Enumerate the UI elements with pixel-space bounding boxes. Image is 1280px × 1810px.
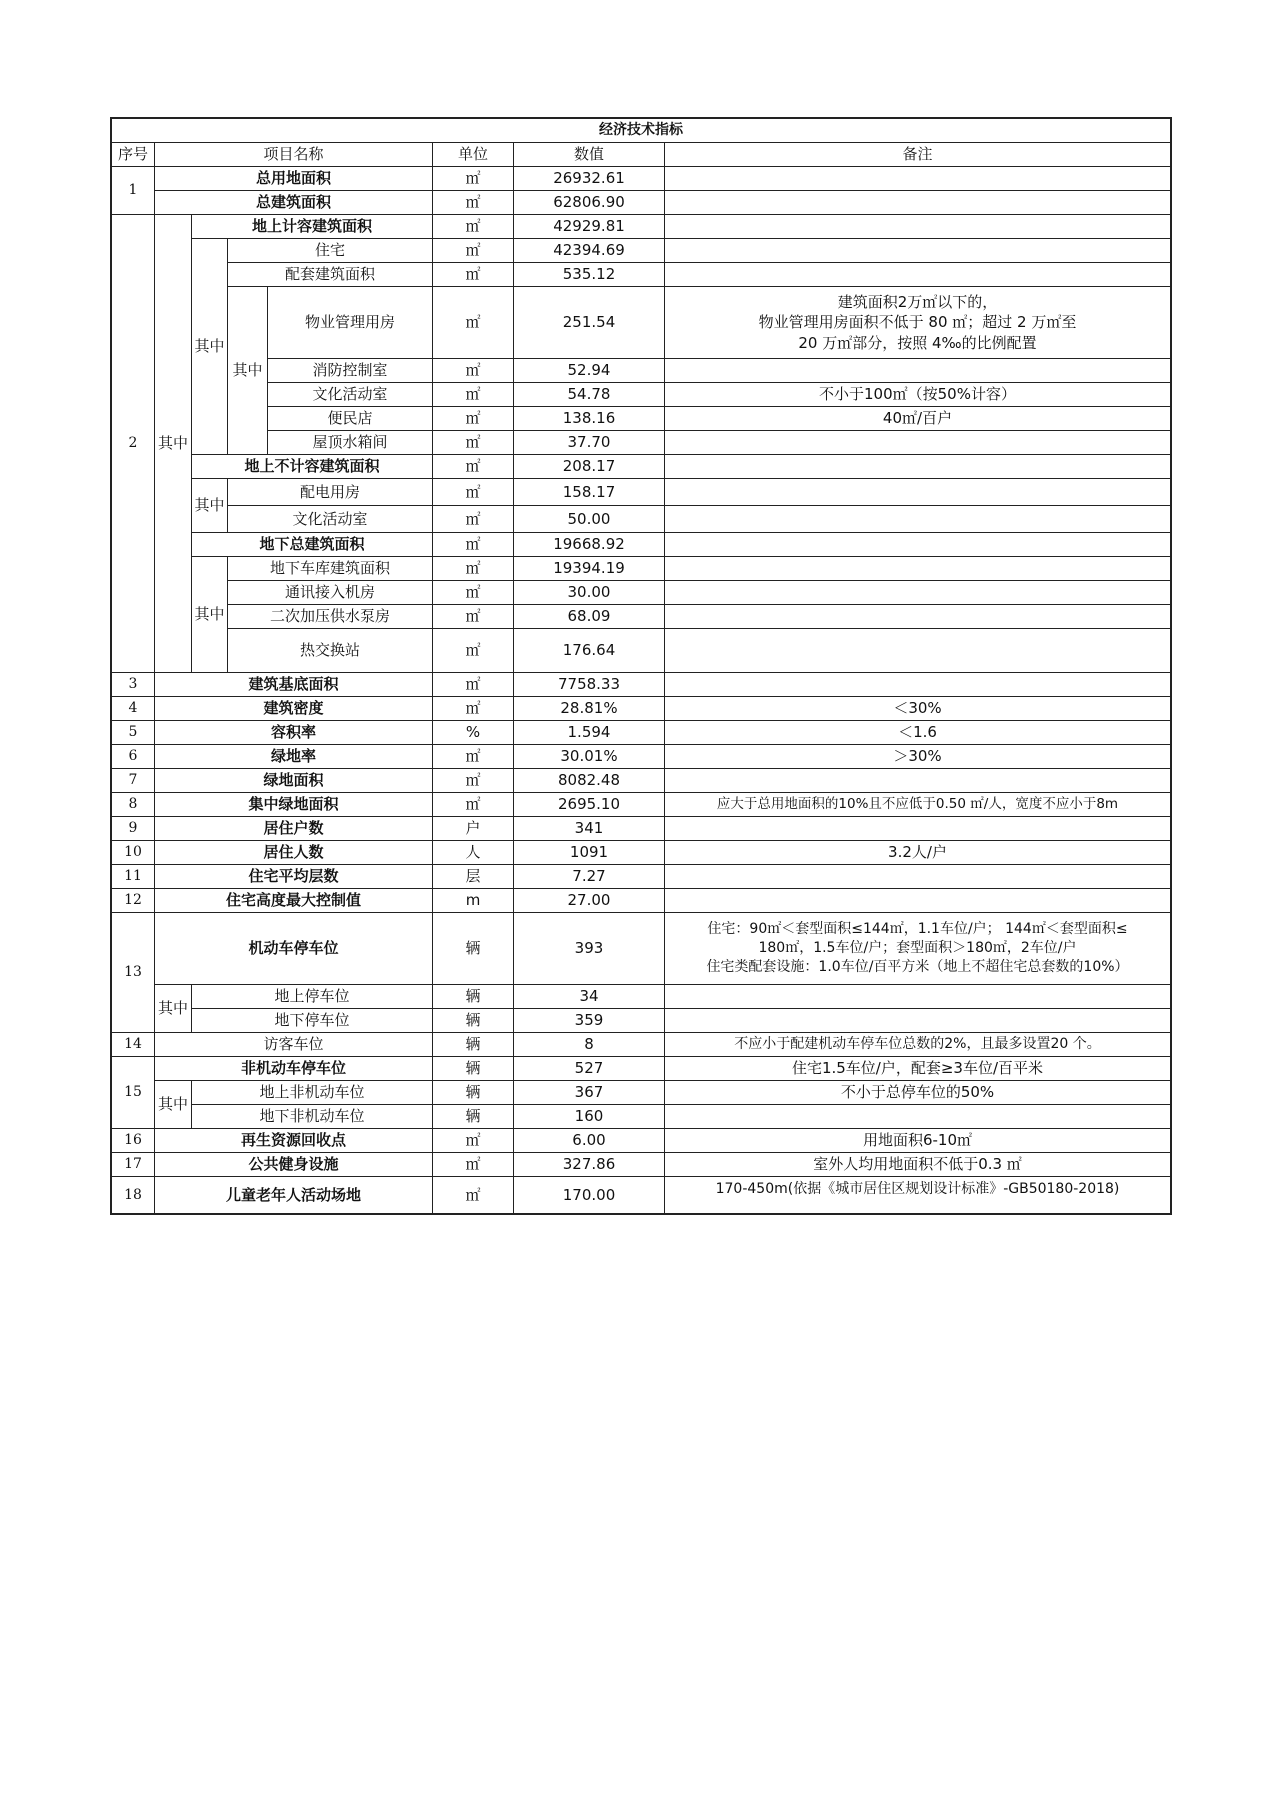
row-11-note [665,865,1170,889]
row-4-unit: ㎡ [433,697,514,721]
header-seq: 序号 [112,143,155,167]
row-2h-unit: ㎡ [433,431,514,455]
row-2f-name: 文化活动室 [268,383,433,407]
row-13-note [665,913,1170,985]
qizhong-label-underground: 其中 [192,557,228,673]
row-2p-value: 176.64 [514,629,665,673]
row-8-value: 2695.10 [514,793,665,817]
row-2k-value: 50.00 [514,506,665,533]
row-4-name: 建筑密度 [155,697,433,721]
seq-16: 16 [112,1129,155,1153]
qizhong-label-bike: 其中 [155,1081,192,1129]
row-10-value: 1091 [514,841,665,865]
row-15b-name: 地下非机动车位 [192,1105,433,1129]
row-2b-value: 42394.69 [514,239,665,263]
row-2p-note [665,629,1170,673]
row-2o-name: 二次加压供水泵房 [228,605,433,629]
row-2d-note-line-1: 建筑面积2万㎡以下的， [837,293,998,312]
qizhong-label-level1: 其中 [155,215,192,673]
row-9-note [665,817,1170,841]
row-12-note [665,889,1170,913]
row-2d-unit: ㎡ [433,287,514,359]
row-13-unit: 辆 [433,913,514,985]
seq-14: 14 [112,1033,155,1057]
row-2d-note-line-2: 物业管理用房面积不低于 80 ㎡；超过 2 万㎡至 [758,313,1077,332]
row-2p-name: 热交换站 [228,629,433,673]
row-13b-name: 地下停车位 [192,1009,433,1033]
row-15a-unit: 辆 [433,1081,514,1105]
row-2k-note [665,506,1170,533]
seq-7: 7 [112,769,155,793]
row-15-value: 527 [514,1057,665,1081]
row-2l-note [665,533,1170,557]
row-2n-note [665,581,1170,605]
row-2c-value: 535.12 [514,263,665,287]
header-unit: 单位 [433,143,514,167]
row-2e-note [665,359,1170,383]
row-2m-name: 地下车库建筑面积 [228,557,433,581]
row-17-note: 室外人均用地面积不低于0.3 ㎡ [665,1153,1170,1177]
row-2g-name: 便民店 [268,407,433,431]
seq-4: 4 [112,697,155,721]
row-1a-note [665,167,1170,191]
row-12-name: 住宅高度最大控制值 [155,889,433,913]
row-4-note: ＜30% [665,697,1170,721]
row-18-unit: ㎡ [433,1177,514,1213]
row-2e-unit: ㎡ [433,359,514,383]
row-8-name: 集中绿地面积 [155,793,433,817]
row-2n-name: 通讯接入机房 [228,581,433,605]
row-6-value: 30.01% [514,745,665,769]
seq-5: 5 [112,721,155,745]
seq-12: 12 [112,889,155,913]
header-note: 备注 [665,143,1170,167]
row-2i-unit: ㎡ [433,455,514,479]
row-13-value: 393 [514,913,665,985]
row-2d-name: 物业管理用房 [268,287,433,359]
row-2g-note: 40㎡/百户 [665,407,1170,431]
row-15-name: 非机动车停车位 [155,1057,433,1081]
row-2a-note [665,215,1170,239]
row-2i-note [665,455,1170,479]
row-18-name: 儿童老年人活动场地 [155,1177,433,1213]
row-1a-unit: ㎡ [433,167,514,191]
row-2o-unit: ㎡ [433,605,514,629]
row-8-unit: ㎡ [433,793,514,817]
row-4-value: 28.81% [514,697,665,721]
row-15a-value: 367 [514,1081,665,1105]
row-2m-note [665,557,1170,581]
row-18-note: 170-450m(依据《城市居住区规划设计标准》-GB50180-2018) [715,1181,1120,1197]
row-2n-value: 30.00 [514,581,665,605]
row-13a-note [665,985,1170,1009]
row-7-note [665,769,1170,793]
row-2k-unit: ㎡ [433,506,514,533]
row-2m-value: 19394.19 [514,557,665,581]
seq-2: 2 [112,215,155,673]
seq-17: 17 [112,1153,155,1177]
row-1a-name: 总用地面积 [155,167,433,191]
seq-10: 10 [112,841,155,865]
row-15b-unit: 辆 [433,1105,514,1129]
row-17-unit: ㎡ [433,1153,514,1177]
row-2b-note [665,239,1170,263]
row-7-unit: ㎡ [433,769,514,793]
row-2o-note [665,605,1170,629]
row-2l-unit: ㎡ [433,533,514,557]
seq-13: 13 [112,913,155,1033]
row-13b-unit: 辆 [433,1009,514,1033]
row-3-note [665,673,1170,697]
row-3-unit: ㎡ [433,673,514,697]
row-2p-unit: ㎡ [433,629,514,673]
row-12-value: 27.00 [514,889,665,913]
row-2a-unit: ㎡ [433,215,514,239]
row-2d-note-line-3: 20 万㎡部分，按照 4‰的比例配置 [798,333,1037,352]
row-1b-unit: ㎡ [433,191,514,215]
row-6-note: ＞30% [665,745,1170,769]
row-11-name: 住宅平均层数 [155,865,433,889]
row-17-value: 327.86 [514,1153,665,1177]
row-13b-value: 359 [514,1009,665,1033]
row-13a-value: 34 [514,985,665,1009]
row-5-value: 1.594 [514,721,665,745]
row-13-note-line-3: 住宅类配套设施：1.0车位/百平方米（地上不超住宅总套数的10%） [706,958,1129,975]
row-6-unit: ㎡ [433,745,514,769]
row-7-value: 8082.48 [514,769,665,793]
qizhong-label-level2: 其中 [192,239,228,455]
row-16-name: 再生资源回收点 [155,1129,433,1153]
row-2o-value: 68.09 [514,605,665,629]
row-2m-unit: ㎡ [433,557,514,581]
row-7-name: 绿地面积 [155,769,433,793]
row-2f-unit: ㎡ [433,383,514,407]
row-2f-value: 54.78 [514,383,665,407]
seq-6: 6 [112,745,155,769]
seq-15: 15 [112,1057,155,1129]
row-14-note: 不应小于配建机动车停车位总数的2%，且最多设置20 个。 [665,1033,1170,1057]
row-15-unit: 辆 [433,1057,514,1081]
row-2c-name: 配套建筑面积 [228,263,433,287]
row-9-value: 341 [514,817,665,841]
row-2j-name: 配电用房 [228,479,433,506]
row-18-value: 170.00 [514,1177,665,1213]
row-2h-note [665,431,1170,455]
row-2j-value: 158.17 [514,479,665,506]
row-15a-name: 地上非机动车位 [192,1081,433,1105]
row-15b-value: 160 [514,1105,665,1129]
seq-11: 11 [112,865,155,889]
row-11-value: 7.27 [514,865,665,889]
row-14-value: 8 [514,1033,665,1057]
row-2b-name: 住宅 [228,239,433,263]
row-2l-value: 19668.92 [514,533,665,557]
row-2h-value: 37.70 [514,431,665,455]
seq-9: 9 [112,817,155,841]
row-13-note-line-2: 180㎡，1.5车位/户；套型面积＞180㎡，2车位/户 [758,940,1077,957]
row-2c-note [665,263,1170,287]
row-1b-value: 62806.90 [514,191,665,215]
row-12-unit: m [433,889,514,913]
row-1b-note [665,191,1170,215]
qizhong-label-level3: 其中 [228,287,268,455]
header-name: 项目名称 [155,143,433,167]
row-9-unit: 户 [433,817,514,841]
row-2g-unit: ㎡ [433,407,514,431]
row-5-name: 容积率 [155,721,433,745]
row-2j-unit: ㎡ [433,479,514,506]
row-2b-unit: ㎡ [433,239,514,263]
row-2j-note [665,479,1170,506]
row-13a-name: 地上停车位 [192,985,433,1009]
row-2k-name: 文化活动室 [228,506,433,533]
seq-8: 8 [112,793,155,817]
row-10-unit: 人 [433,841,514,865]
row-6-name: 绿地率 [155,745,433,769]
row-5-unit: % [433,721,514,745]
seq-1: 1 [112,167,155,215]
seq-3: 3 [112,673,155,697]
row-2a-name: 地上计容建筑面积 [192,215,433,239]
row-3-name: 建筑基底面积 [155,673,433,697]
row-13-note-line-1: 住宅：90㎡＜套型面积≤144㎡，1.1车位/户； 144㎡＜套型面积≤ [707,921,1128,938]
row-2e-name: 消防控制室 [268,359,433,383]
qizhong-label-parking: 其中 [155,985,192,1033]
row-2f-note: 不小于100㎡（按50%计容） [665,383,1170,407]
row-15b-note [665,1105,1170,1129]
row-2a-value: 42929.81 [514,215,665,239]
row-11-unit: 层 [433,865,514,889]
row-2c-unit: ㎡ [433,263,514,287]
row-8-note: 应大于总用地面积的10%且不应低于0.50 ㎡/人，宽度不应小于8m [665,793,1170,817]
row-14-name: 访客车位 [155,1033,433,1057]
row-2d-value: 251.54 [514,287,665,359]
row-5-note: ＜1.6 [665,721,1170,745]
row-16-unit: ㎡ [433,1129,514,1153]
row-10-name: 居住人数 [155,841,433,865]
row-16-note: 用地面积6-10㎡ [665,1129,1170,1153]
row-2e-value: 52.94 [514,359,665,383]
row-2i-value: 208.17 [514,455,665,479]
row-2l-name: 地下总建筑面积 [192,533,433,557]
row-13b-note [665,1009,1170,1033]
row-2h-name: 屋顶水箱间 [268,431,433,455]
economic-indicators-table [110,117,1172,1215]
row-1a-value: 26932.61 [514,167,665,191]
row-13-name: 机动车停车位 [155,913,433,985]
row-3-value: 7758.33 [514,673,665,697]
row-14-unit: 辆 [433,1033,514,1057]
row-10-note: 3.2人/户 [665,841,1170,865]
header-value: 数值 [514,143,665,167]
row-9-name: 居住户数 [155,817,433,841]
row-2n-unit: ㎡ [433,581,514,605]
row-2i-name: 地上不计容建筑面积 [192,455,433,479]
row-16-value: 6.00 [514,1129,665,1153]
row-15-note: 住宅1.5车位/户，配套≥3车位/百平米 [665,1057,1170,1081]
row-2d-note [665,287,1170,359]
seq-18: 18 [112,1177,155,1213]
qizhong-label-nonfar: 其中 [192,479,228,533]
row-2g-value: 138.16 [514,407,665,431]
row-17-name: 公共健身设施 [155,1153,433,1177]
row-13a-unit: 辆 [433,985,514,1009]
row-1b-name: 总建筑面积 [155,191,433,215]
table-title: 经济技术指标 [112,119,1170,143]
row-15a-note: 不小于总停车位的50% [665,1081,1170,1105]
